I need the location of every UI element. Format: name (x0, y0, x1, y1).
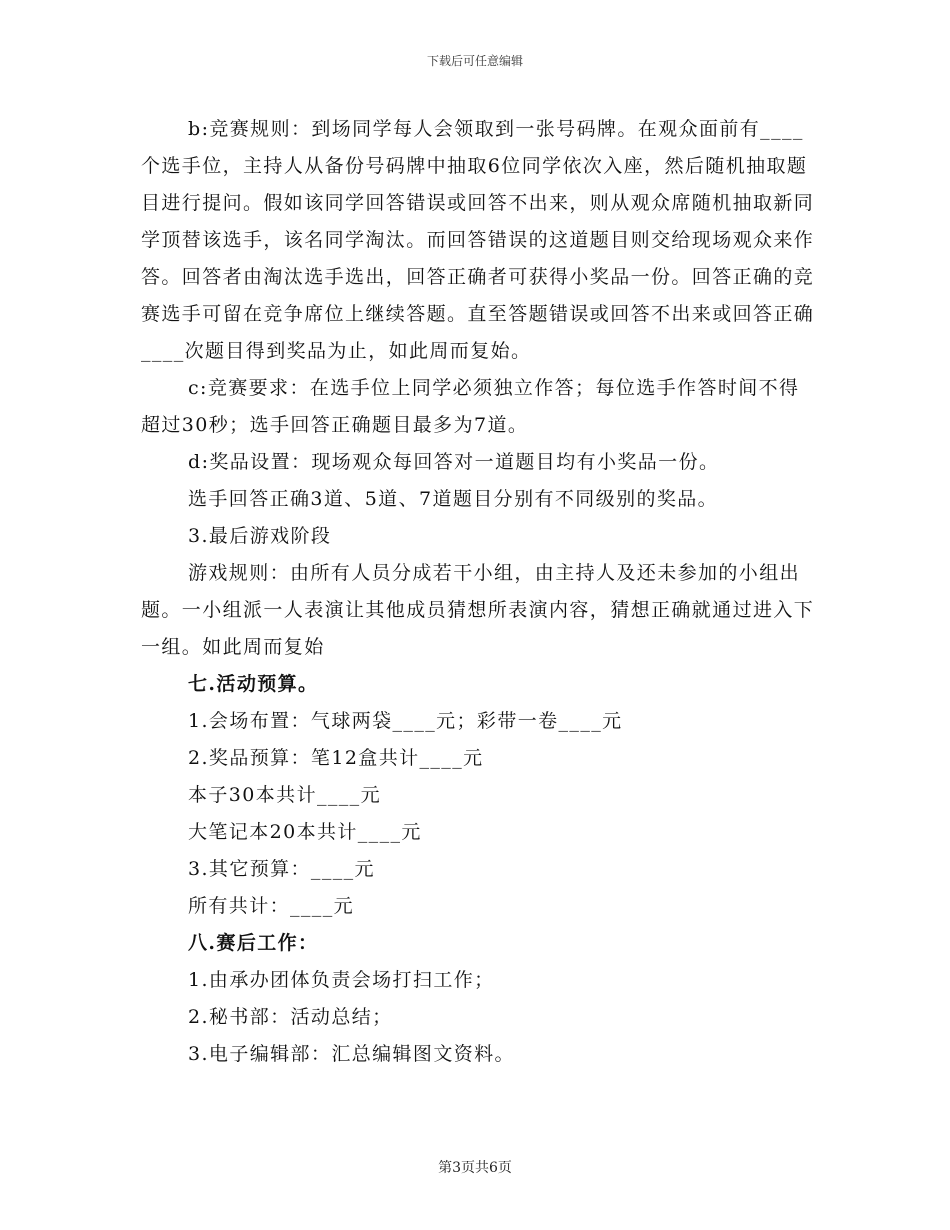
budget-item-large-notebooks: 大笔记本20本共计____元 (188, 821, 422, 843)
after-item-cleanup: 1.由承办团体负责会场打扫工作； (188, 969, 495, 991)
budget-item-venue: 1.会场布置：气球两袋____元；彩带一卷____元 (188, 710, 623, 732)
budget-total: 所有共计：____元 (188, 895, 355, 917)
page-footer: 第3页共6页 (438, 1160, 512, 1176)
rules-paragraph: b:竞赛规则：到场同学每人会领取到一张号码牌。在观众面前有____个选手位，主持人从备份号码牌中抽取6位同学依次入座，然后随机抽取题目进行提问。假如该同学回答错误或回答不出来，则从观众席随机抽取新同学顶替该选手，该名同学淘汰。而回答错误的这道题目则交给现场观众来作答。回答者由淘汰选手选出，回答正确者可获得小奖品一份。回答正确的竞赛选手可留在竞争席位上继续答题。直至答题错误或回答不出来或回答正确____次题目得到奖品为止，如此周而复始。 (141, 118, 815, 362)
document-body (141, 111, 817, 1073)
requirements-paragraph: c:竞赛要求：在选手位上同学必须独立作答；每位选手作答时间不得超过30秒；选手回答正确题目最多为7道。 (141, 377, 800, 436)
page-header: 下载后可任意编辑 (426, 54, 523, 68)
game-rules-paragraph: 游戏规则：由所有人员分成若干小组，由主持人及还未参加的小组出题。一小组派一人表演让其他成员猜想所表演内容，猜想正确就通过进入下一组。如此周而复始 (141, 562, 815, 658)
final-stage-heading: 3.最后游戏阶段 (188, 525, 332, 547)
after-item-summary: 2.秘书部：活动总结； (188, 1006, 393, 1028)
after-item-editing: 3.电子编辑部：汇总编辑图文资料。 (188, 1043, 515, 1065)
prizes-levels-paragraph: 选手回答正确3道、5道、7道题目分别有不同级别的奖品。 (188, 488, 719, 510)
budget-item-prizes: 2.奖品预算：笔12盒共计____元 (188, 747, 484, 769)
section-after-heading: 八.赛后工作： (188, 932, 319, 954)
budget-item-other: 3.其它预算：____元 (188, 858, 375, 880)
budget-item-notebooks: 本子30本共计____元 (188, 784, 381, 806)
section-budget-heading: 七.活动预算。 (188, 673, 319, 695)
prizes-paragraph: d:奖品设置：现场观众每回答对一道题目均有小奖品一份。 (188, 451, 720, 473)
